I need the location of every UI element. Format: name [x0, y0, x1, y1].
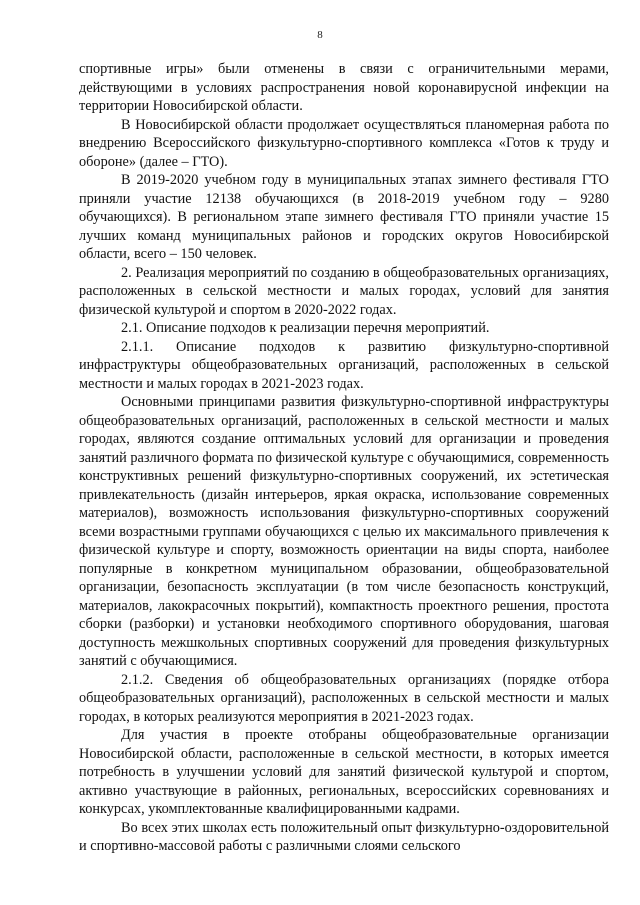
- page-number: 8: [317, 29, 323, 41]
- paragraph-infrastructure-principles: Основными принципами развития физкультурно-спортивной инфраструктуры общеобразовательных организаций, расположенных в сельской местности и малых городах, являются создание оптимальных условий для организации и проведения занятий различного формата по физической культуре с обучающимися, современность конструктивных решений физкультурно-спортивных сооружений, их эстетическая привлекательность (дизайн интерьеров, яркая окраска, использование современных материалов), возможность использования физкультурно-спортивных сооружений всеми возрастными группами обучающихся с целью их максимального привлечения к физической культуре и спорту, возможность ориентации на виды спорта, наиболее популярные в конкретном муниципальном образовании, общеобразовательной организации, безопасность эксплуатации (в том числе безопасность конструкций, материалов, лакокрасочных покрытий), компактность проектного решения, простота сборки (разборки) и установки необходимого спортивного оборудования, шаговая доступность межшкольных спортивных сооружений для проведения физкультурных занятий с обучающимися.: [79, 394, 609, 669]
- paragraph-schools-experience: Во всех этих школах есть положительный опыт физкультурно-оздоровительной и спортивно-массовой работы с различными слоями сельского: [79, 819, 609, 854]
- section-heading-2: 2. Реализация мероприятий по созданию в общеобразовательных организациях, расположенных в сельской местности и малых городах, условий для занятия физической культурой и спортом в 2020-2022 годах.: [79, 264, 609, 318]
- section-heading-2-1-1: 2.1.1. Описание подходов к развитию физкультурно-спортивной инфраструктуры общеобразовательных организаций, расположенных в сельской местности и малых городах в 2021-2023 годах.: [79, 338, 609, 392]
- paragraph-gto-festival-stats: В 2019-2020 учебном году в муниципальных этапах зимнего фестиваля ГТО приняли участие 12138 обучающихся (в 2018-2019 учебном году – 9280 обучающихся). В региональном этапе зимнего фестиваля ГТО приняли участие 15 лучших команд муниципальных районов и городских округов Новосибирской области, всего – 150 человек.: [79, 172, 609, 262]
- paragraph-school-selection: Для участия в проекте отобраны общеобразовательные организации Новосибирской области, расположенные в сельской местности, в которых имеется потребность в улучшении условий для занятий физической культурой и спортом, активно участвующие в районных, региональных, всероссийских соревнованиях и конкурсах, укомплектованные квалифицированными кадрами.: [79, 727, 609, 817]
- paragraph-covid-cancellation: спортивные игры» были отменены в связи с ограничительными мерами, действующими в условиях распространения новой коронавирусной инфекции на территории Новосибирской области.: [79, 61, 609, 114]
- section-heading-2-1: 2.1. Описание подходов к реализации перечня мероприятий.: [121, 320, 490, 336]
- document-body: [79, 60, 609, 856]
- section-heading-2-1-2: 2.1.2. Сведения об общеобразовательных организациях (порядке отбора общеобразовательных организаций), расположенных в сельской местности и малых городах, в которых реализуются мероприятия в 2021-2023 годах.: [79, 671, 609, 725]
- paragraph-gto-implementation: В Новосибирской области продолжает осуществляться планомерная работа по внедрению Всероссийского физкультурно-спортивного комплекса «Готов к труду и обороне» (далее – ГТО).: [79, 116, 609, 170]
